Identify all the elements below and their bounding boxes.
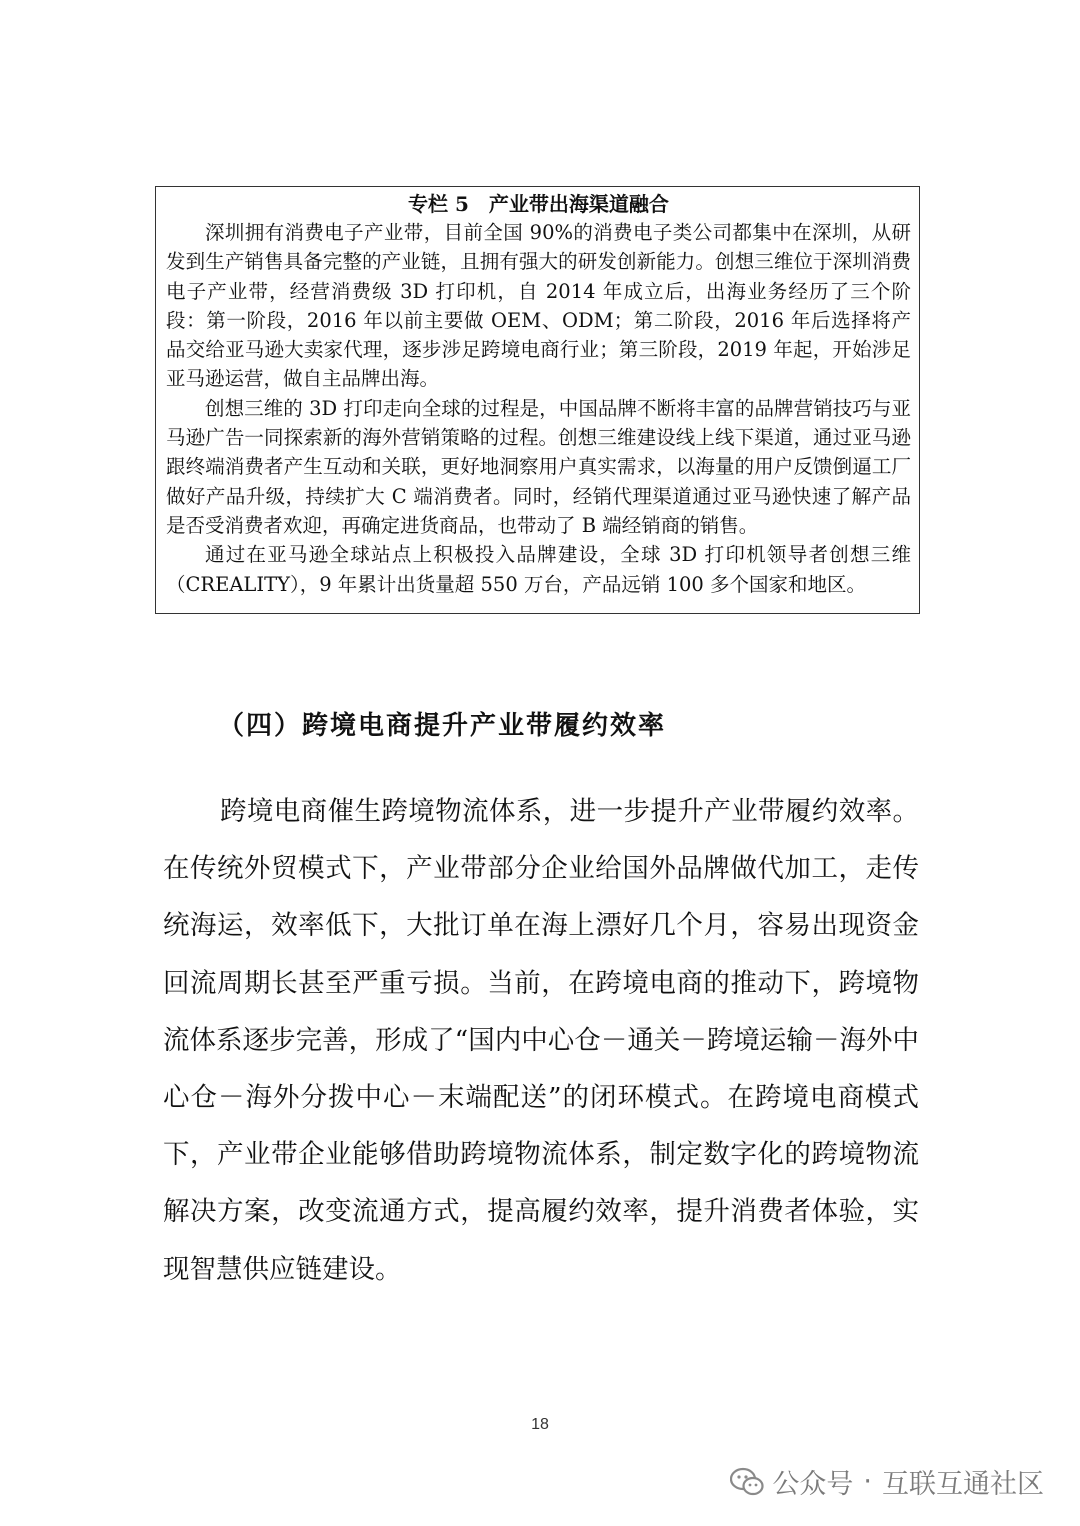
watermark — [730, 1462, 1044, 1501]
watermark-name: 互联互通社区 — [882, 1469, 1044, 1500]
page-number: 18 — [531, 1416, 549, 1433]
sidebox — [155, 186, 920, 614]
sidebox-paragraph: 通过在亚马逊全球站点上积极投入品牌建设，全球 3D 打印机领导者创想三维（CREALITY），9 年累计出货量超 550 万台，产品远销 100 多个国家和地区。 — [166, 543, 911, 596]
section-heading: （四）跨境电商提升产业带履约效率 — [218, 711, 667, 741]
sidebox-paragraph: 创想三维的 3D 打印走向全球的过程是，中国品牌不断将丰富的品牌营销技巧与亚马逊广告一同探索新的海外营销策略的过程。创想三维建设线上线下渠道，通过亚马逊跟终端消费者产生互动和关联，更好地洞察用户真实需求，以海量的用户反馈倒逼工厂做好产品升级，持续扩大 C 端消费者。同时，经销代理渠道通过亚马逊快速了解产品是否受消费者欢迎，再确定进货商品，也带动了 B 端经销商的销售。 — [166, 396, 911, 537]
sidebox-title: 专栏 5 产业带出海渠道融合 — [408, 192, 669, 216]
wechat-icon — [730, 1467, 764, 1497]
watermark-label: 公众号 — [772, 1469, 854, 1500]
watermark-separator: · — [863, 1466, 872, 1497]
sidebox-paragraph: 深圳拥有消费电子产业带，目前全国 90%的消费电子类公司都集中在深圳，从研发到生产销售具备完整的产业链，且拥有强大的研发创新能力。创想三维位于深圳消费电子产业带，经营消费级 3D 打印机，自 2014 年成立后，出海业务经历了三个阶段：第一阶段，2016 年以前主要做 OEM、ODM；第二阶段，2016 年后选择将产品交给亚马逊大卖家代理，逐步涉足跨境电商行业；第三阶段，2019 年起，开始涉足亚马逊运营，做自主品牌出海。 — [166, 221, 911, 391]
section-body: 跨境电商催生跨境物流体系，进一步提升产业带履约效率。在传统外贸模式下，产业带部分企业给国外品牌做代加工，走传统海运，效率低下，大批订单在海上漂好几个月，容易出现资金回流周期长甚至严重亏损。当前，在跨境电商的推动下，跨境物流体系逐步完善，形成了“国内中心仓－通关－跨境运输－海外中心仓－海外分拨中心－末端配送”的闭环模式。在跨境电商模式下，产业带企业能够借助跨境物流体系，制定数字化的跨境物流解决方案，改变流通方式，提高履约效率，提升消费者体验，实现智慧供应链建设。 — [163, 796, 919, 1285]
